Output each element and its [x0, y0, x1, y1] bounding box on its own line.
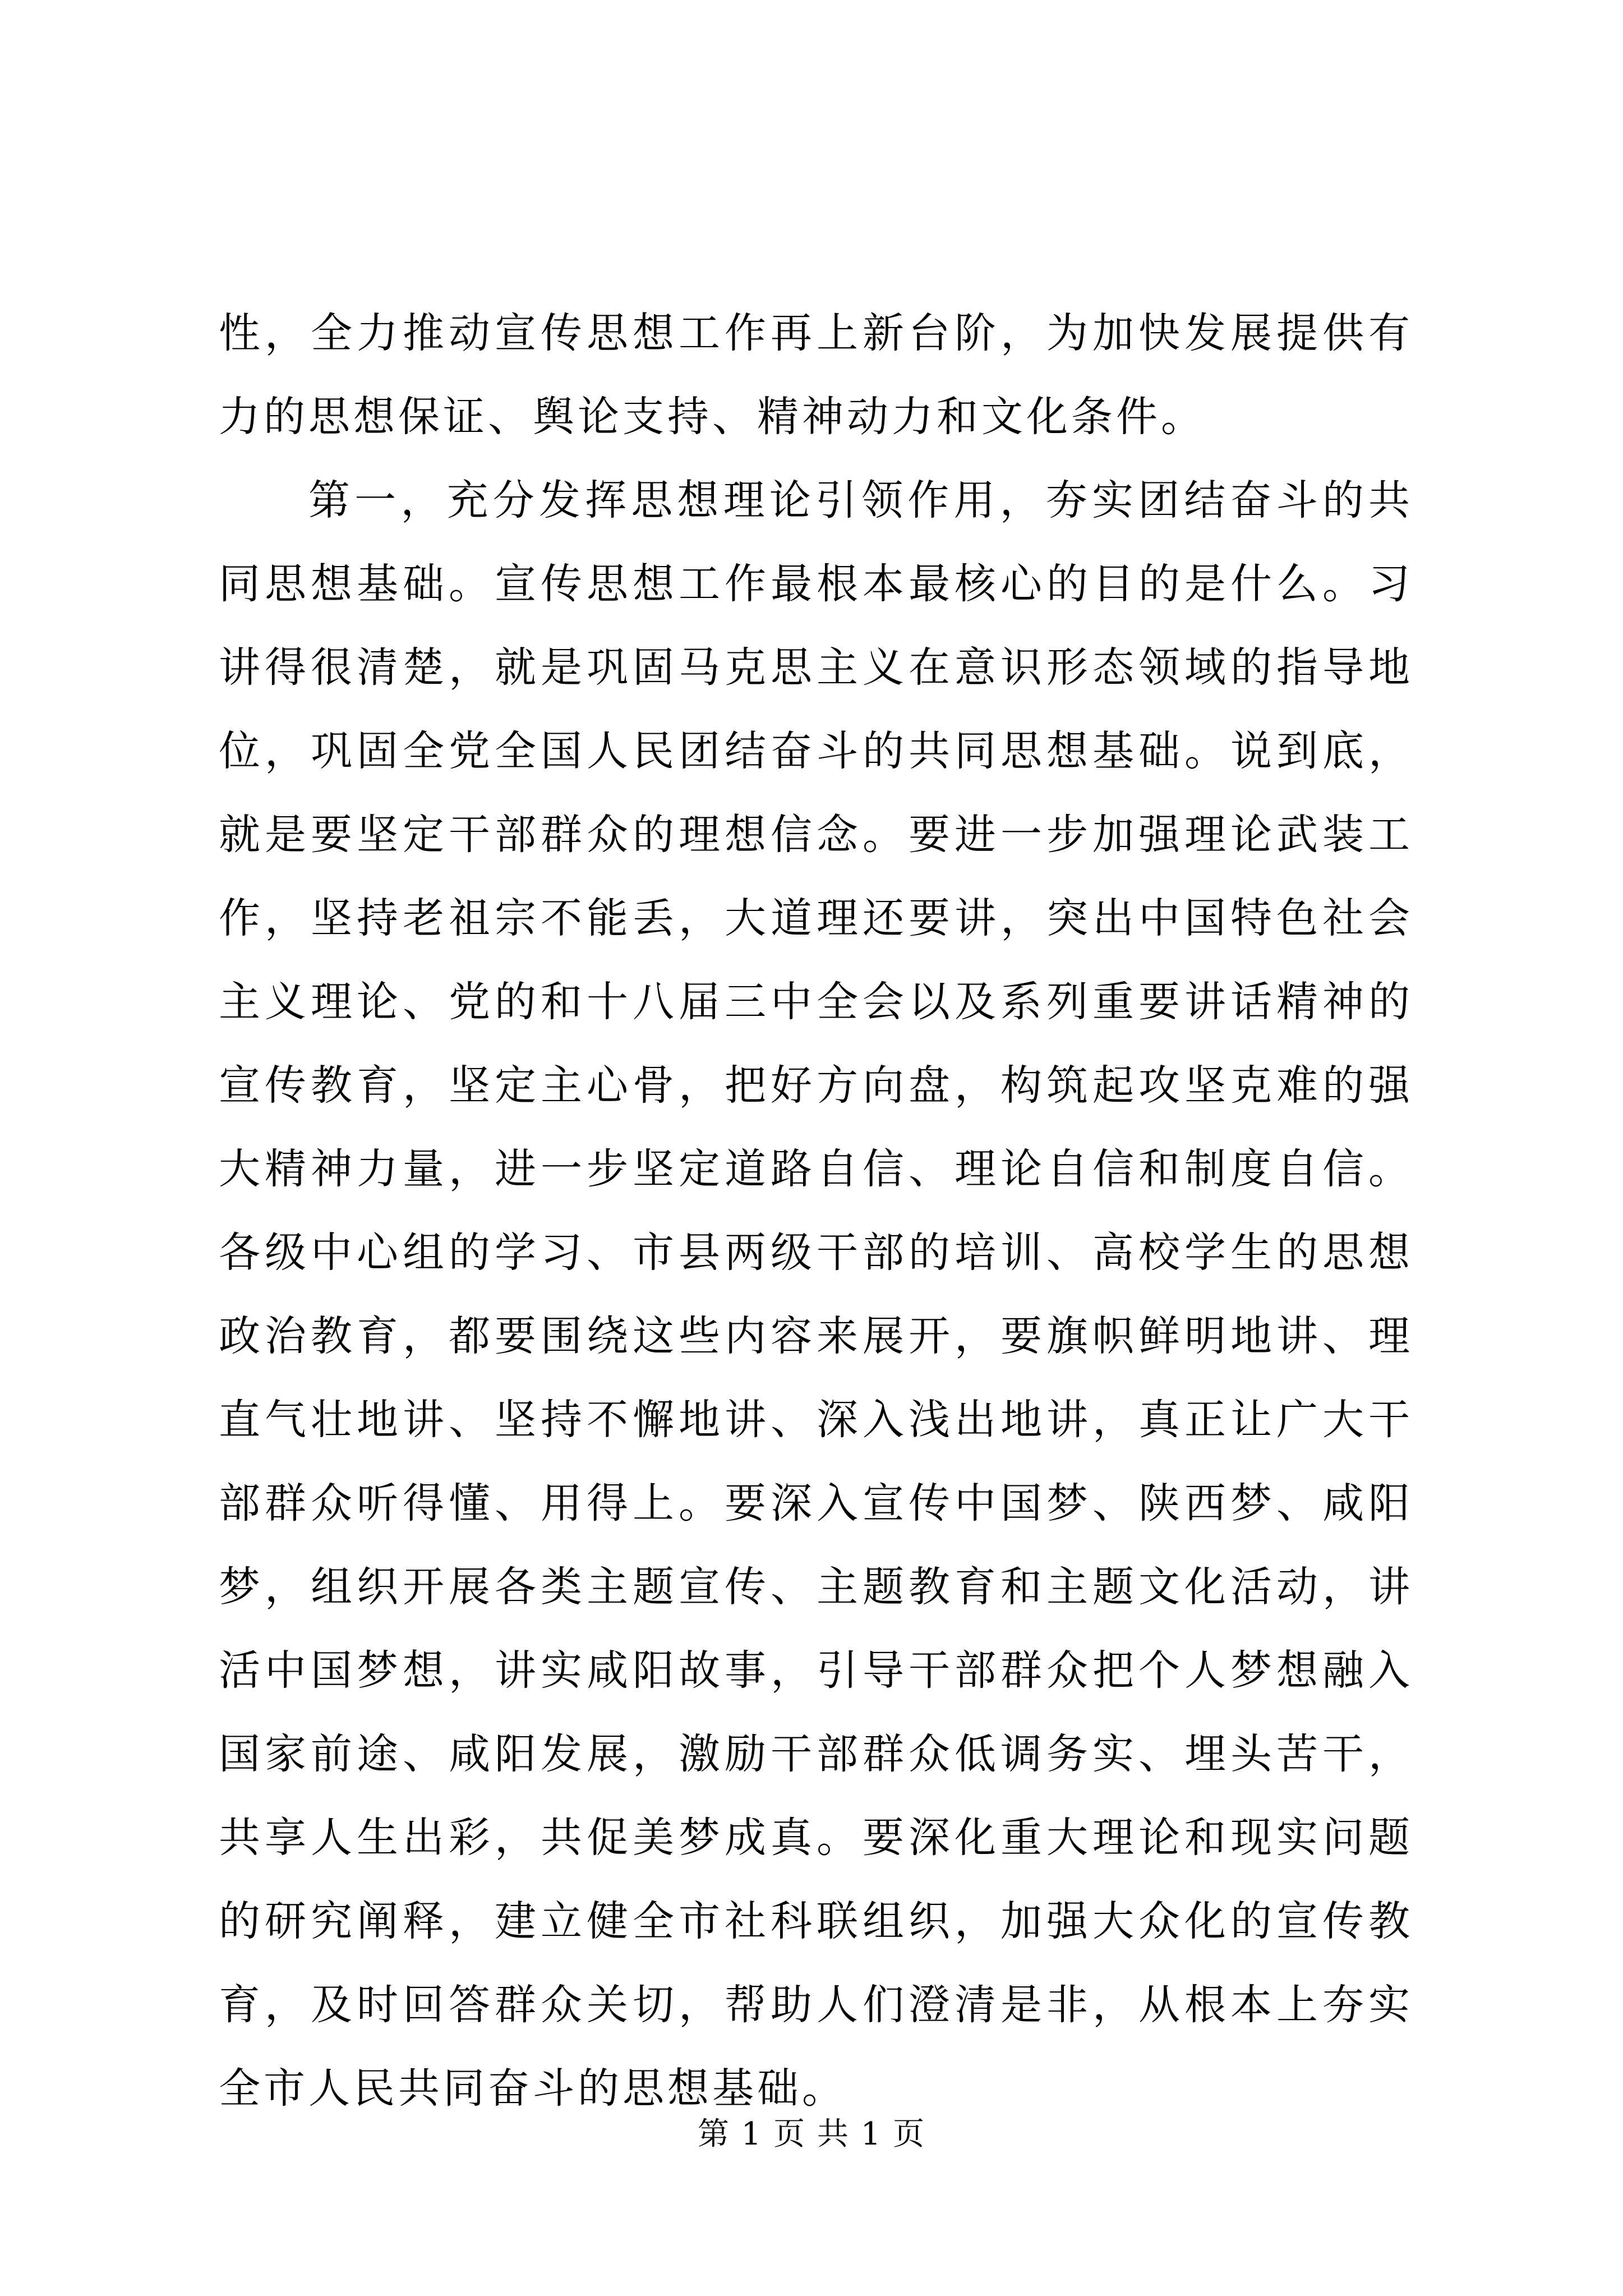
paragraph-2: 第一，充分发挥思想理论引领作用，夯实团结奋斗的共同思想基础。宣传思想工作最根本最核心的目的是什么。习讲得很清楚，就是巩固马克思主义在意识形态领域的指导地位，巩固全党全国人民团结奋斗的共同思想基础。说到底，就是要坚定干部群众的理想信念。要进一步加强理论武装工作，坚持老祖宗不能丢，大道理还要讲，突出中国特色社会主义理论、党的和十八届三中全会以及系列重要讲话精神的宣传教育，坚定主心骨，把好方向盘，构筑起攻坚克难的强大精神力量，进一步坚定道路自信、理论自信和制度自信。各级中心组的学习、市县两级干部的培训、高校学生的思想政治教育，都要围绕这些内容来展开，要旗帜鲜明地讲、理直气壮地讲、坚持不懈地讲、深入浅出地讲，真正让广大干部群众听得懂、用得上。要深入宣传中国梦、陕西梦、咸阳梦，组织开展各类主题宣传、主题教育和主题文化活动，讲活中国梦想，讲实咸阳故事，引导干部群众把个人梦想融入国家前途、咸阳发展，激励干部群众低调务实、埋头苦干，共享人生出彩，共促美梦成真。要深化重大理论和现实问题的研究阐释，建立健全市社科联组织，加强大众化的宣传教育，及时回答群众关切，帮助人们澄清是非，从根本上夯实全市人民共同奋斗的思想基础。 — [219, 476, 1413, 2113]
body-text — [219, 292, 1413, 2131]
paragraph-1: 性，全力推动宣传思想工作再上新台阶，为加快发展提供有力的思想保证、舆论支持、精神动力和文化条件。 — [219, 309, 1413, 441]
page-footer: 第 1 页 共 1 页 — [697, 2116, 926, 2152]
